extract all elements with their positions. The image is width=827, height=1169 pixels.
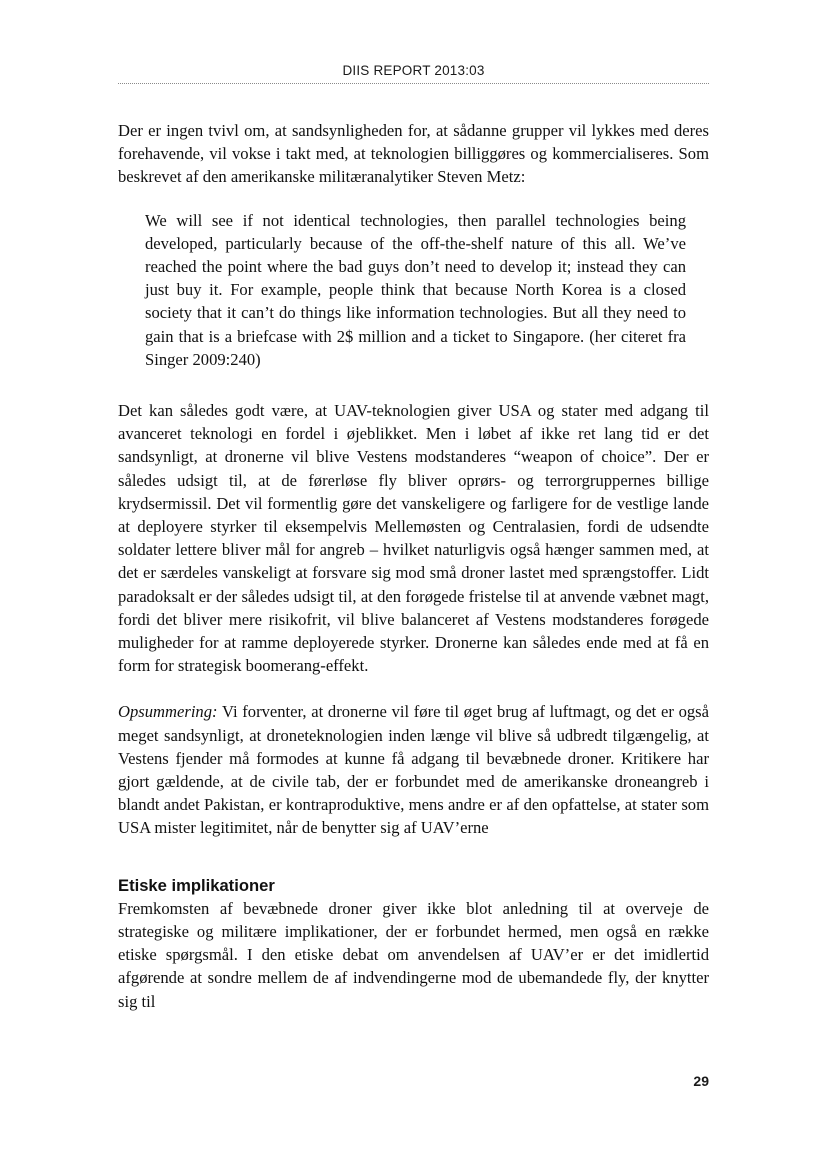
block-quote: We will see if not identical technologies, then parallel technologies being developed, particularly because of the off-the-shelf nature of this all. We’ve reached the point where the bad guys don’t need to develop it; instead they can just buy it. For example, people think that because North Korea is a closed society that it can’t do things like information technologies. But all they need to gain that is a briefcase with 2$ million and a ticket to Singapore. (her citeret fra Singer 2009:240) [145, 210, 686, 369]
page-number: 29 [693, 1073, 709, 1089]
summary-text: Vi forventer, at dronerne vil føre til øget brug af luftmagt, og det er også meget sandsynligt, at droneteknologien inden længe vil blive så udbredt tilgængelig, at Vestens fjender må formodes at kunne få adgang til bevæbnede droner. Kritikere har gjort gældende, at de civile tab, der er forbundet med de amerikanske droneangreb i blandt andet Pakistan, er kontraproduktive, mens andre er af den opfattelse, at stater som USA mister legitimitet, når de benytter sig af UAV’erne [118, 702, 709, 838]
section-heading: Etiske implikationer [118, 875, 275, 895]
body-text [118, 119, 709, 1013]
header-dotted-rule [118, 83, 709, 84]
paragraph-ethics: Fremkomsten af bevæbnede droner giver ikke blot anledning til at overveje de strategiske og militære implikationer, der er forbundet hermed, men også en række etiske spørgsmål. I den etiske debat om anvendelsen af UAV’er er det imidlertid afgørende at sondre mellem de af indvendingerne mod de ubemandede fly, der knytter sig til [118, 898, 709, 1011]
summary-label: Opsummering: [118, 702, 218, 722]
running-header: DIIS REPORT 2013:03 [342, 63, 485, 78]
paragraph-uav-technology: Det kan således godt være, at UAV-teknologien giver USA og stater med adgang til avanceret teknologi en fordel i øjeblikket. Men i løbet af ikke ret lang tid er det sandsynligt, at dronerne vil blive Vestens modstanderes “weapon of choice”. Der er således udsigt til, at de førerløse fly bliver oprørs- og terrorgruppernes billige krydsermissil. Det vil formentlig gøre det vanskeligere og farligere for de vestlige lande at deployere styrker til eksempelvis Mellemøsten og Centralasien, fordi de udsendte soldater lettere bliver mål for angreb – hvilket naturligvis også hænger sammen med, at det er særdeles vanskeligt at forsvare sig mod små droner lastet med sprængstoffer. Lidt paradoksalt er der således udsigt til, at den forøgede fristelse til at anvende væbnet magt, fordi det bliver mere risikofrit, vil blive balanceret af Vestens modstanderes forøgede muligheder for at ramme deployerede styrker. Dronerne kan således ende med at få en form for strategisk boomerang-effekt. [118, 401, 709, 676]
paragraph-summary [118, 700, 709, 839]
paragraph-intro: Der er ingen tvivl om, at sandsynligheden for, at sådanne grupper vil lykkes med deres forehavende, vil vokse i takt med, at teknologien billiggøres og kommercialiseres. Som beskrevet af den amerikanske militæranalytiker Steven Metz: [118, 121, 709, 187]
